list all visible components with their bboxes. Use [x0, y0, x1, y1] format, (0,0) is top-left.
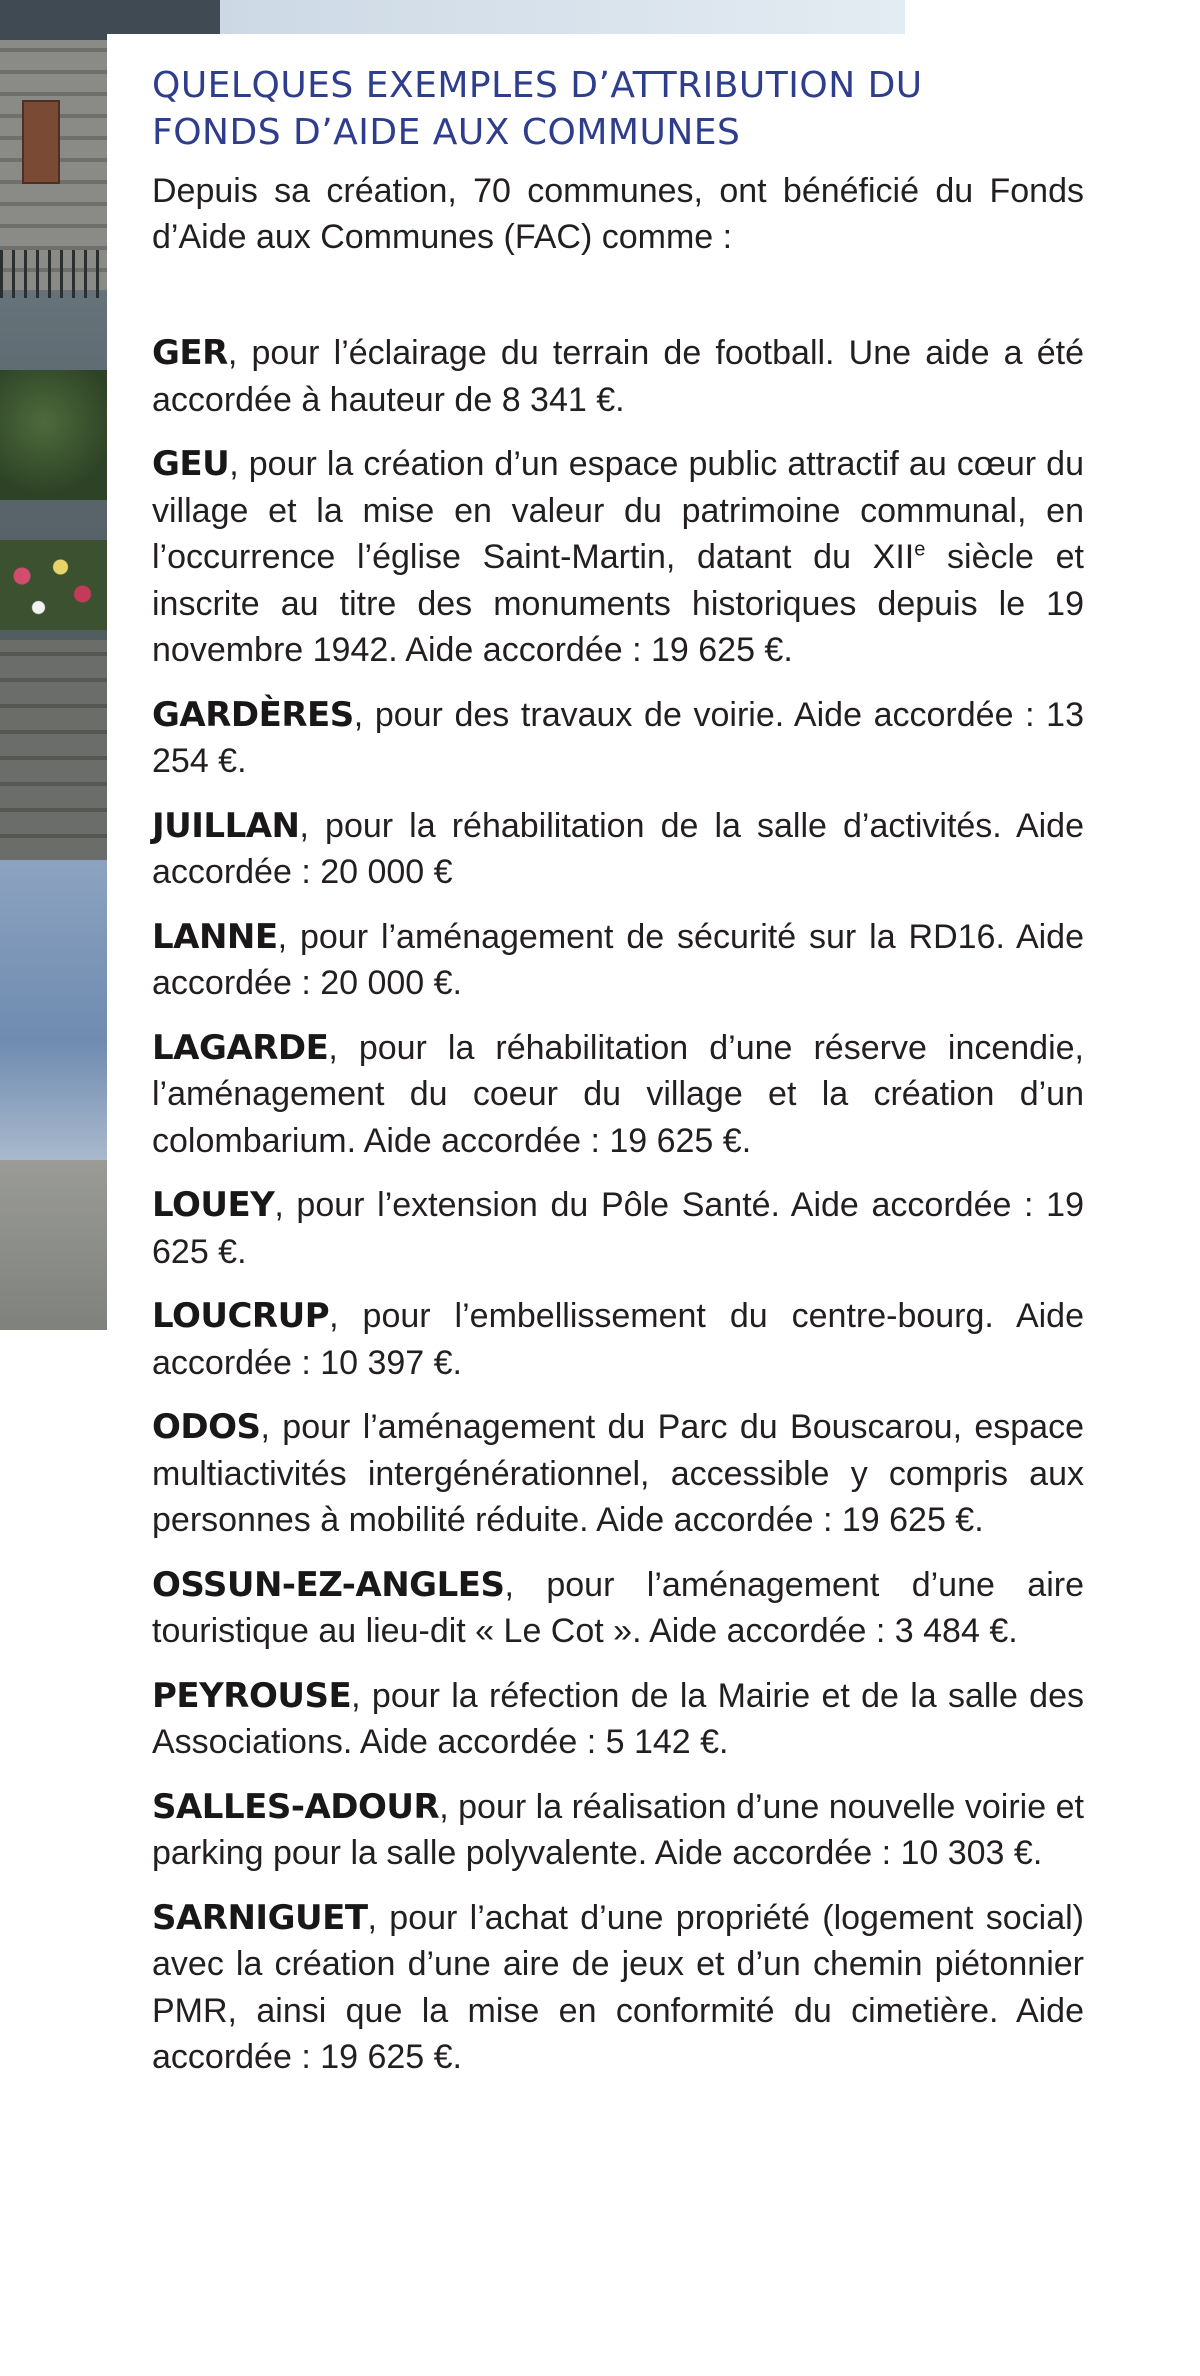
photo-road [0, 1160, 110, 1330]
photo-window-shutter [22, 100, 60, 184]
commune-name: LOUCRUP [152, 1296, 330, 1336]
list-item-juillan [152, 803, 1084, 896]
list-item-lanne [152, 914, 1084, 1007]
list-item-ossun-ez-angles [152, 1562, 1084, 1655]
commune-name: SARNIGUET [152, 1897, 368, 1938]
list-item-ger [152, 330, 1084, 423]
list-item-peyrouse [152, 1673, 1084, 1766]
superscript-e: e [914, 538, 926, 561]
list-item-geu [152, 441, 1084, 674]
commune-name: GEU [152, 444, 230, 484]
title-line-1: QUELQUES EXEMPLES D’ATTRIBUTION DU [152, 65, 923, 106]
commune-name: GARDÈRES [152, 694, 354, 735]
photo-blue-area [0, 860, 110, 1160]
commune-description: , pour la réhabilitation d’une réserve incendie, l’aménagement du coeur du village et la création d’un colombarium. Aide accordée : 19 625 €. [152, 1028, 1084, 1160]
photo-railing [0, 250, 110, 298]
article-content [152, 62, 1084, 2099]
list-item-salles-adour [152, 1784, 1084, 1877]
commune-name: LOUEY [152, 1185, 275, 1225]
list-item-garderes [152, 692, 1084, 785]
commune-name: PEYROUSE [152, 1675, 352, 1716]
commune-description: , pour la réalisation d’une nouvelle voirie et parking pour la salle polyvalente. Aide accordée : 10 303 €. [152, 1787, 1084, 1872]
commune-list [152, 330, 1084, 2081]
list-item-sarniguet [152, 1895, 1084, 2081]
commune-name: SALLES-ADOUR [152, 1786, 440, 1827]
photo-sky [130, 0, 905, 34]
page-title [152, 62, 1084, 156]
photo-stone-wall [0, 640, 110, 860]
commune-description: , pour l’éclairage du terrain de football. Une aide a été accordée à hauteur de 8 341 €. [152, 334, 1084, 419]
commune-name: GER [152, 333, 228, 373]
commune-name: LANNE [152, 916, 278, 957]
list-item-lagarde [152, 1025, 1084, 1165]
commune-description: , pour l’aménagement d’une aire touristique au lieu-dit « Le Cot ». Aide accordée : 3 484 €. [152, 1565, 1084, 1650]
commune-description-continued: siècle et inscrite au titre des monuments historiques depuis le 19 novembre 1942. Aide accordée : 19 625 €. [152, 538, 1084, 669]
photo-flowerbed [0, 540, 110, 630]
commune-name: ODOS [152, 1407, 261, 1447]
list-item-loucrup [152, 1293, 1084, 1386]
commune-name: LAGARDE [152, 1027, 329, 1068]
commune-description: , pour l’aménagement du Parc du Bouscarou, espace multiactivités intergénérationnel, accessible y compris aux personnes à mobilité réduite. Aide accordée : 19 625 €. [152, 1408, 1084, 1539]
commune-description: , pour l’aménagement de sécurité sur la RD16. Aide accordée : 20 000 €. [152, 917, 1084, 1002]
commune-description: , pour la réhabilitation de la salle d’activités. Aide accordée : 20 000 € [152, 806, 1084, 891]
list-item-louey [152, 1182, 1084, 1275]
photo-hedge [0, 370, 110, 500]
commune-name: JUILLAN [152, 805, 300, 846]
commune-description: , pour la création d’un espace public attractif au cœur du village et la mise en valeur du patrimoine communal, en l’occurrence l’église Saint-Martin, datant du XII [152, 445, 1084, 576]
title-line-2: FONDS D’AIDE AUX COMMUNES [152, 112, 741, 153]
commune-name: OSSUN-EZ-ANGLES [152, 1564, 505, 1605]
commune-description: , pour l’achat d’une propriété (logement social) avec la création d’une aire de jeux et d’un chemin piétonnier PMR, ainsi que la mise en conformité du cimetière. Aide accordée : 19 625 €. [152, 1898, 1084, 2076]
commune-description: , pour l’embellissement du centre-bourg. Aide accordée : 10 397 €. [152, 1297, 1084, 1382]
commune-description: , pour la réfection de la Mairie et de la salle des Associations. Aide accordée : 5 142 €. [152, 1676, 1084, 1761]
intro-paragraph: Depuis sa création, 70 communes, ont bénéficié du Fonds d’Aide aux Communes (FAC) comme : [152, 172, 1084, 256]
commune-description: , pour des travaux de voirie. Aide accordée : 13 254 €. [152, 695, 1084, 780]
list-item-odos [152, 1404, 1084, 1544]
commune-description: , pour l’extension du Pôle Santé. Aide accordée : 19 625 €. [152, 1186, 1084, 1271]
